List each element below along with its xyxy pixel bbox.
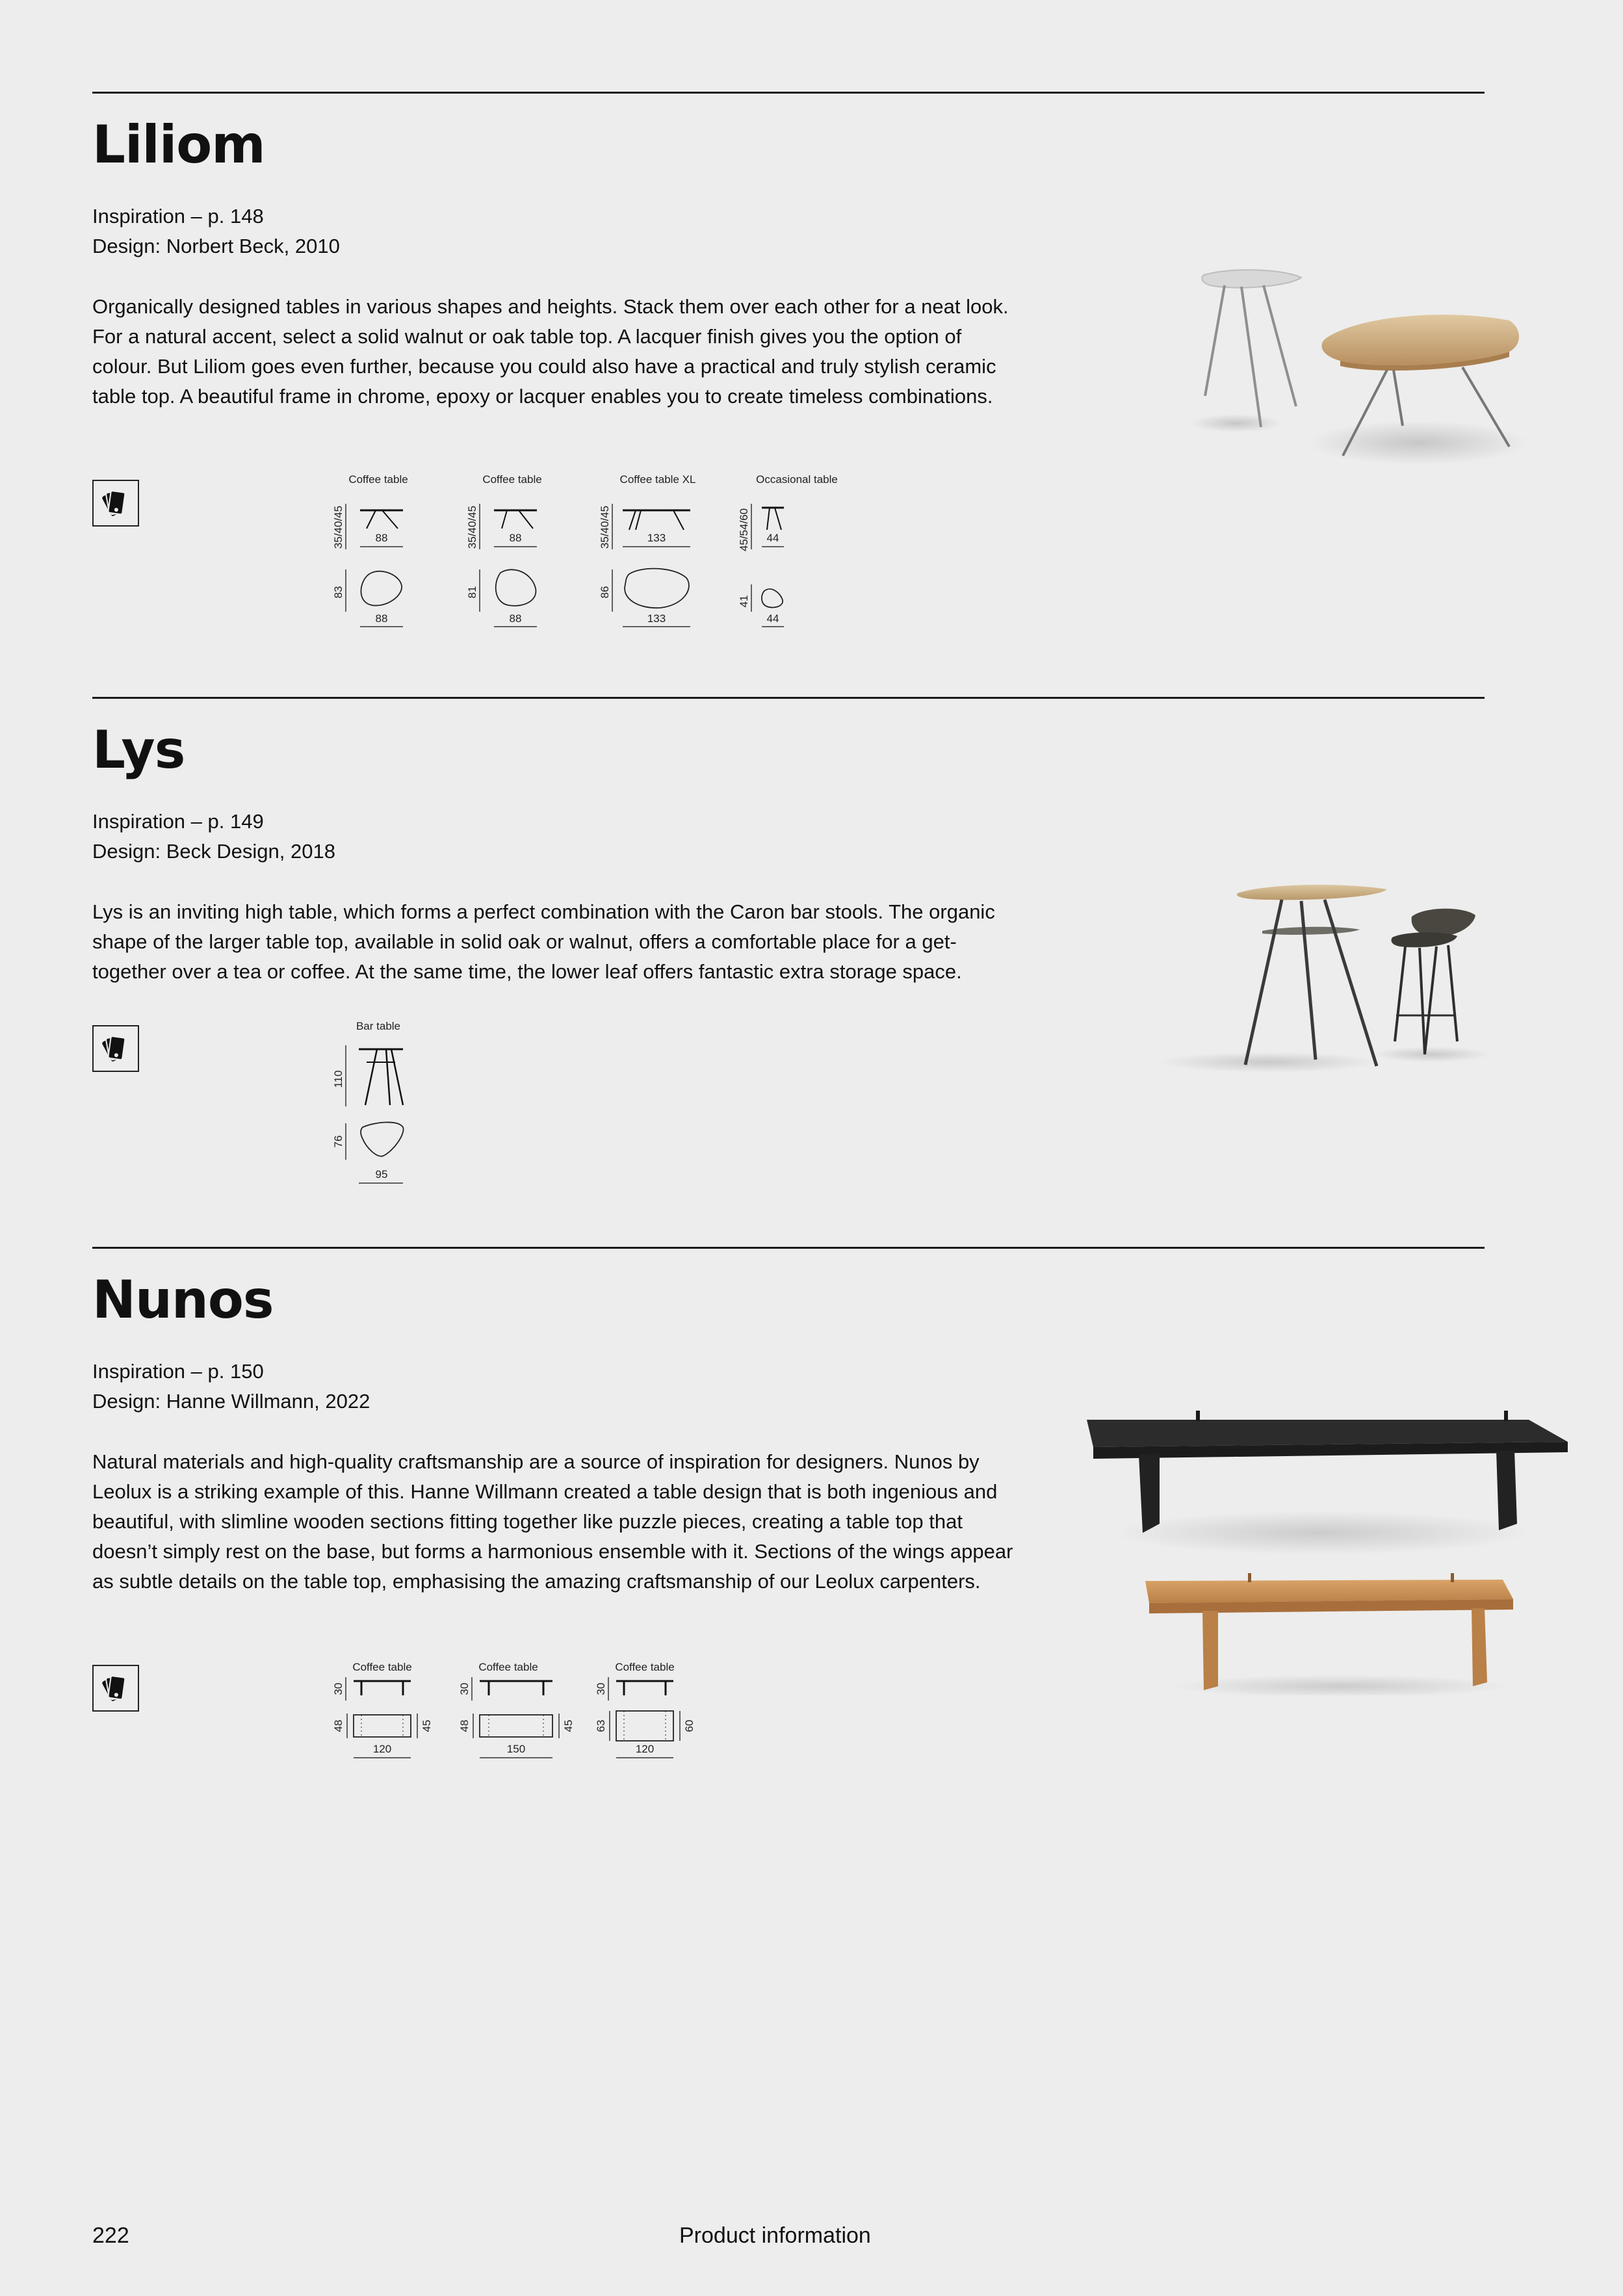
- height-dimension: 35/40/45: [599, 505, 611, 549]
- product-section-liliom: [92, 92, 1485, 677]
- inspiration-reference: Inspiration – p. 148: [92, 205, 264, 228]
- top-width-dimension: 44: [766, 612, 779, 625]
- depth2-dimension: 45: [562, 1719, 575, 1732]
- section-divider: [92, 697, 1485, 699]
- depth-dimension: 76: [332, 1135, 344, 1148]
- drawing-coffee-table-2: [458, 1662, 575, 1758]
- height-dimension: 45/54/60: [738, 508, 750, 552]
- product-meta: [92, 807, 335, 867]
- designer-credit: Design: Norbert Beck, 2010: [92, 235, 340, 257]
- material-swatch-icon[interactable]: [92, 480, 139, 527]
- depth-dimension: 48: [332, 1719, 344, 1732]
- drawing-coffee-table-2: [466, 475, 542, 627]
- inspiration-reference: Inspiration – p. 150: [92, 1360, 264, 1383]
- drawing-label: Coffee table XL: [619, 475, 696, 486]
- product-title: Liliom: [92, 114, 265, 175]
- drawing-label: Bar table: [356, 1022, 401, 1032]
- drawing-label: Coffee table: [352, 1662, 412, 1673]
- technical-drawings: [326, 1022, 482, 1191]
- section-divider: [92, 92, 1485, 94]
- width-dimension: 150: [506, 1743, 526, 1755]
- width-dimension: 120: [635, 1743, 655, 1755]
- top-width-dimension: 88: [375, 612, 388, 625]
- depth-dimension: 83: [332, 586, 344, 599]
- nunos-product-photo: [1048, 1396, 1581, 1695]
- designer-credit: Design: Beck Design, 2018: [92, 840, 335, 863]
- width-dimension: 88: [375, 532, 388, 544]
- drawing-label: Coffee table: [482, 475, 542, 486]
- height-dimension: 30: [595, 1682, 607, 1695]
- top-width-dimension: 88: [509, 612, 522, 625]
- width-dimension: 44: [766, 532, 779, 544]
- technical-drawings: [326, 1662, 807, 1766]
- depth2-dimension: 60: [683, 1719, 695, 1732]
- drawing-coffee-table-1: [332, 475, 408, 627]
- width-dimension: 133: [647, 532, 666, 544]
- material-swatch-icon[interactable]: [92, 1025, 139, 1072]
- drawing-label: Occasional table: [756, 475, 838, 486]
- width-dimension: 120: [372, 1743, 392, 1755]
- page-number: 222: [92, 2223, 129, 2248]
- product-description: Natural materials and high-quality craftsmanship are a source of inspiration for designers. Nunos by Leolux is a striking example of this. Hanne Willmann created a table design that is both ingenious and beautiful, with slimline wooden sections fitting together like puzzle pieces, creating a table top that doesn’t simply rest on the base, but forms a harmonious ensemble with it. Sections of the wings appear as subtle details on the table top, emphasising the amazing craftsmanship of our Leolux carpenters.: [92, 1450, 1013, 1593]
- height-dimension: 30: [332, 1682, 344, 1695]
- product-section-lys: [92, 697, 1485, 1217]
- top-width-dimension: 133: [647, 612, 666, 625]
- top-width-dimension: 95: [375, 1168, 388, 1181]
- depth-dimension: 63: [595, 1719, 607, 1732]
- material-swatch-icon[interactable]: [92, 1665, 139, 1712]
- section-divider: [92, 1247, 1485, 1249]
- height-dimension: 35/40/45: [332, 505, 344, 549]
- product-description: Lys is an inviting high table, which forms a perfect combination with the Caron bar stools. The organic shape of the larger table top, available in solid oak or walnut, offers a comfortable place for a get-together over a tea or coffee. At the same time, the lower leaf offers fantastic extra storage space.: [92, 900, 995, 983]
- depth-dimension: 48: [458, 1719, 471, 1732]
- product-description: Organically designed tables in various shapes and heights. Stack them over each other for a neat look. For a natural accent, select a solid walnut or oak table top. A lacquer finish gives you the option of colour. But Liliom goes even further, because you could also have a practical and truly stylish ceramic table top. A beautiful frame in chrome, epoxy or lacquer enables you to create timeless combinations.: [92, 295, 1009, 408]
- depth-dimension: 41: [738, 595, 750, 608]
- drawing-label: Coffee table: [615, 1662, 675, 1673]
- designer-credit: Design: Hanne Willmann, 2022: [92, 1390, 370, 1413]
- technical-drawings: [326, 475, 950, 644]
- depth-dimension: 81: [466, 586, 478, 599]
- product-title: Nunos: [92, 1270, 274, 1330]
- width-dimension: 88: [509, 532, 522, 544]
- drawing-coffee-table-xl: [599, 475, 695, 627]
- depth-dimension: 86: [599, 586, 611, 599]
- footer-section-title: Product information: [679, 2223, 871, 2248]
- drawing-label: Coffee table: [348, 475, 408, 486]
- lys-product-photo: [1119, 820, 1522, 1080]
- depth2-dimension: 45: [421, 1719, 433, 1732]
- drawing-label: Coffee table: [478, 1662, 538, 1673]
- height-dimension: 30: [458, 1682, 471, 1695]
- inspiration-reference: Inspiration – p. 149: [92, 810, 264, 833]
- product-title: Lys: [92, 720, 185, 780]
- drawing-bar-table: [332, 1022, 404, 1183]
- drawing-coffee-table-3: [595, 1662, 695, 1758]
- height-dimension: 35/40/45: [466, 505, 478, 549]
- height-dimension: 110: [332, 1070, 344, 1088]
- product-meta: [92, 1357, 370, 1416]
- liliom-product-photo: [1093, 261, 1548, 573]
- drawing-occasional-table: [738, 475, 838, 627]
- product-section-nunos: [92, 1247, 1485, 1832]
- drawing-coffee-table-1: [332, 1662, 433, 1758]
- product-meta: [92, 202, 340, 261]
